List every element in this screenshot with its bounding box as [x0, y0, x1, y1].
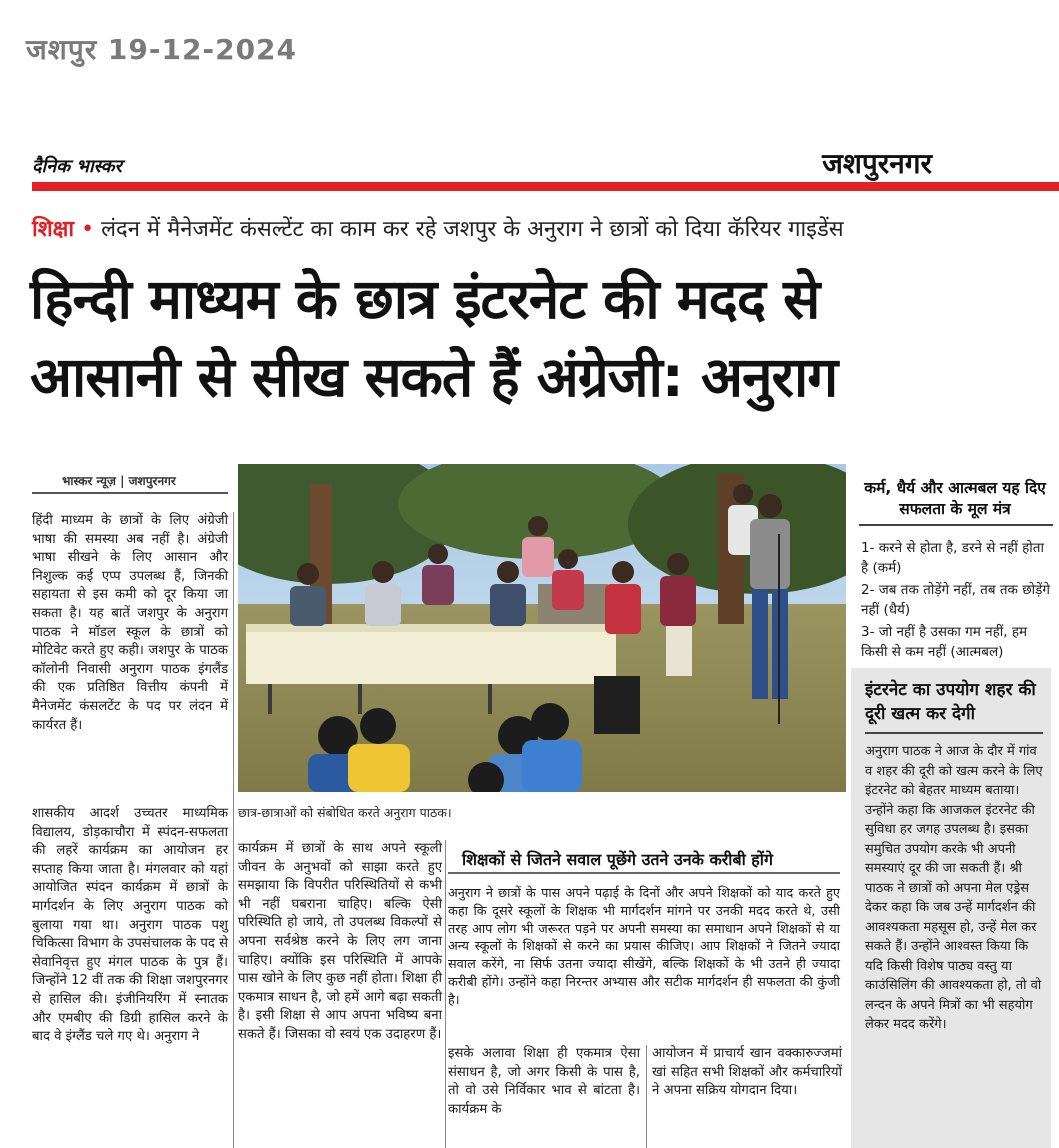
sidebar-internet	[851, 668, 1051, 1148]
event-photo	[238, 464, 846, 792]
paragraph: शासकीय आदर्श उच्चतर माध्यमिक विद्यालय, डोड़काचौरा में स्पंदन-सफलता की लहरें कार्यक्रम का आयोजन हर सप्ताह किया जाता है। मंगलवार को यहां आयोजित स्पंदन कार्यक्रम में छात्रों के मार्गदर्शन के लिए अनुराग पाठक को बुलाया गया था। अनुराग पाठक पशु चिकित्सा विभाग के उपसंचालक के पद से सेवानिवृत्त हुए मंगल पाठक के पुत्र हैं। जिन्होंने 12 वीं तक की शिक्षा जशपुरनगर से हासिल की। इंजीनियरिंग में स्नातक और एमबीए की डिग्री हासिल करने के बाद वे इंग्लैंड चले गए थे। अनुराग ने	[32, 806, 228, 1045]
mantra-item: 1- करने से होता है, डरने से नहीं होता है (कर्म)	[861, 540, 1044, 576]
headline-line-2: आसानी से सीख सकते हैं अंग्रेजी: अनुराग	[30, 345, 838, 409]
photo-caption: छात्र-छात्राओं को संबोधित करते अनुराग पाठक।	[238, 805, 452, 820]
sidebar-rule	[859, 524, 1053, 526]
mantra-item: 3- जो नहीं है उसका गम नहीं, हम किसी से कम नहीं (आत्मबल)	[861, 624, 1028, 660]
dateline: जशपुर 19-12-2024	[26, 33, 298, 66]
kicker	[32, 213, 844, 243]
column-1-para-1	[32, 512, 228, 735]
sidebar-internet-title: इंटरनेट का उपयोग शहर की दूरी खत्म कर देगी	[865, 680, 1036, 724]
sidebar-mantras	[851, 464, 1059, 662]
mantra-item: 2- जब तक तोड़ेंगे नहीं, तब तक छोड़ेंगे नहीं (धैर्य)	[861, 582, 1051, 618]
kicker-text: लंदन में मैनेजमेंट कंसल्टेंट का काम कर रहे जशपुर के अनुराग ने छात्रों को दिया कॅरियर गाइडेंस	[101, 217, 844, 242]
edition-name: जशपुरनगर	[822, 147, 932, 180]
column-5: आयोजन में प्राचार्य खान वक्कारुज्जमां खां सहित सभी शिक्षकों और कर्मचारियों ने अपना सक्रिय योगदान दिया।	[652, 1046, 842, 1099]
sidebar-internet-body: अनुराग पाठक ने आज के दौर में गांव व शहर की दूरी को खत्म करने के लिए इंटरनेट को बेहतर माध्यम बताया। उन्होंने कहा कि आजकल इंटरनेट की सुविधा हर जगह उपलब्ध है। इसका समुचित उपयोग करके भी अपनी समस्याएं दूर की जा सकती हैं। श्री पाठक ने छात्रों को अपना मेल एड्रेस देकर कहा कि जब उन्हें मार्गदर्शन की आवश्यकता महसूस हो, उन्हें मेल कर सकते हैं। उन्होंने आश्वस्त किया कि यदि किसी विशेष पाठ्य वस्तु या काउंसिलिंग की आवश्यकता हो, तो वो लन्दन के अपने मित्रों का भी सहयोग लेकर मदद करेंगे।	[865, 744, 1043, 1032]
sidebar-rule	[865, 732, 1043, 734]
column-2: कार्यक्रम में छात्रों के साथ अपने स्कूली जीवन के अनुभवों को साझा करते हुए समझाया कि विपरीत परिस्थितियों से कभी भी नहीं घबराना चाहिए। बल्कि ऐसी परिस्थिति हो जाये, तो उपलब्ध विकल्पों से अपना सर्वश्रेष्ठ करने के लिए लग जाना चाहिए। क्योंकि इस परिस्थिति में आपके पास खोने के लिए कुछ नहीं होता। शिक्षा ही एकमात्र साधन है, जो हमें आगे बढ़ा सकती है। इसी शिक्षा से आप अपना भविष्य बना सकते हैं। जिसका वो स्वयं एक उदाहरण हैं।	[238, 841, 442, 1042]
column-divider	[646, 1045, 647, 1148]
byline: भास्कर न्यूज़ | जशपुरनगर	[62, 474, 176, 488]
column-divider	[233, 512, 234, 1148]
event-photo-illustration	[238, 464, 846, 792]
newspaper-logo: दैनिक भास्कर	[32, 156, 122, 177]
byline-rule	[32, 492, 228, 494]
column-1-para-2	[32, 805, 228, 1047]
column-divider	[445, 840, 446, 1148]
mantra-list	[861, 538, 1053, 662]
subheading: शिक्षकों से जितने सवाल पूछेंगे उतने उनके करीबी होंगे	[462, 850, 773, 869]
column-3: अनुराग ने छात्रों के पास अपने पढ़ाई के दिनों और अपने शिक्षकों को याद करते हुए कहा कि दूसरे स्कूलों के शिक्षक भी मार्गदर्शन मांगने पर उनकी मदद करते थे, उसी तरह आप लोग भी जरूरत पड़ने पर अपनी समस्या का समाधान अपने शिक्षकों से या अन्य स्कूलों के शिक्षकों से करने का प्रयास कीजिए। आप शिक्षकों ने जितने ज्यादा सवाल करेंगे, ना सिर्फ उतना ज्यादा सीखेंगे, बल्कि शिक्षकों के भी उतने ही ज्यादा करीबी होंगे। उन्होंने कहा निरन्तर अभ्यास और सटीक मार्गदर्शन ही सफलता की कुंजी है।	[448, 886, 840, 1008]
headline	[30, 260, 1040, 416]
masthead	[32, 147, 1032, 180]
masthead-red-rule	[32, 182, 1059, 191]
paragraph: हिंदी माध्यम के छात्रों के लिए अंग्रेजी भाषा की समस्या अब नहीं है। अंग्रेजी भाषा सीखने के लिए आसान और निशुल्क कई एप्प उपलब्ध हैं, जिनकी सहायता से इस कमी को दूर किया जा सकता है। यह बातें जशपुर के अनुराग पाठक ने मॉडल स्कूल के छात्रों को मोटिवेट करते हुए कही। जशपुर के पाठक कॉलोनी निवासी अनुराग पाठक इंगलैंड की एक प्रतिष्ठित वित्तीय कंपनी में मैनेजमेंट कंसलटेंट के पद पर लंदन में कार्यरत हैं।	[32, 513, 228, 733]
sidebar-mantras-title: कर्म, धैर्य और आत्मबल यह दिए सफलता के मूल मंत्र	[864, 479, 1046, 518]
headline-line-1: हिन्दी माध्यम के छात्र इंटरनेट की मदद से	[30, 267, 820, 331]
column-4: इसके अलावा शिक्षा ही एकमात्र ऐसा संसाधन है, जो अगर किसी के पास है, तो वो उसे निर्विकार भाव से बांटता है। कार्यक्रम के	[448, 1046, 640, 1117]
bullet-icon: •	[81, 217, 102, 242]
kicker-tag: शिक्षा	[32, 217, 75, 242]
subheading-rule	[448, 872, 840, 874]
